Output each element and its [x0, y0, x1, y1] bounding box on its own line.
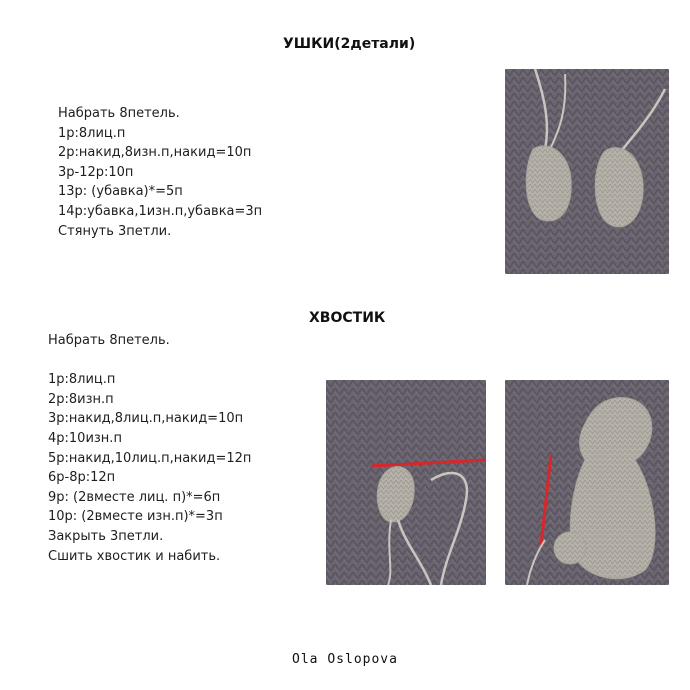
- tail-title: ХВОСТИК: [309, 310, 386, 326]
- tail-line: 10р: (2вместе изн.п)*=3п: [48, 509, 223, 525]
- tail-photo-2: [505, 380, 669, 585]
- tail-line: 9р: (2вместе лиц. п)*=6п: [48, 489, 221, 505]
- ears-instructions: [58, 104, 262, 241]
- tail-line: Сшить хвостик и набить.: [48, 548, 221, 564]
- author-signature: Ola Oslopova: [292, 652, 398, 667]
- ears-photo: [505, 69, 669, 274]
- ears-line: 3р-12р:10п: [58, 164, 134, 180]
- tail-line: Закрыть 3петли.: [48, 528, 164, 544]
- tail-line: 5р:накид,10лиц.п,накид=12п: [48, 450, 252, 466]
- tail-intro: Набрать 8петель.: [48, 333, 170, 348]
- tail-instructions: [48, 331, 251, 566]
- ears-line: 14р:убавка,1изн.п,убавка=3п: [58, 203, 263, 219]
- ears-line: 13р: (убавка)*=5п: [58, 184, 183, 200]
- tail-photo-1: [326, 380, 486, 585]
- ears-line: 1р:8лиц.п: [58, 125, 126, 141]
- tail-line: 6р-8р:12п: [48, 470, 116, 486]
- ears-line: 2р:накид,8изн.п,накид=10п: [58, 145, 252, 161]
- ears-title: УШКИ(2детали): [283, 36, 416, 52]
- tail-line: 3р:накид,8лиц.п,накид=10п: [48, 411, 244, 427]
- tail-line: 2р:8изн.п: [48, 391, 114, 407]
- ears-line: Набрать 8петель.: [58, 106, 180, 121]
- tail-line: 4р:10изн.п: [48, 430, 122, 446]
- tail-line: 1р:8лиц.п: [48, 372, 116, 388]
- ears-line: Стянуть 3петли.: [58, 223, 172, 239]
